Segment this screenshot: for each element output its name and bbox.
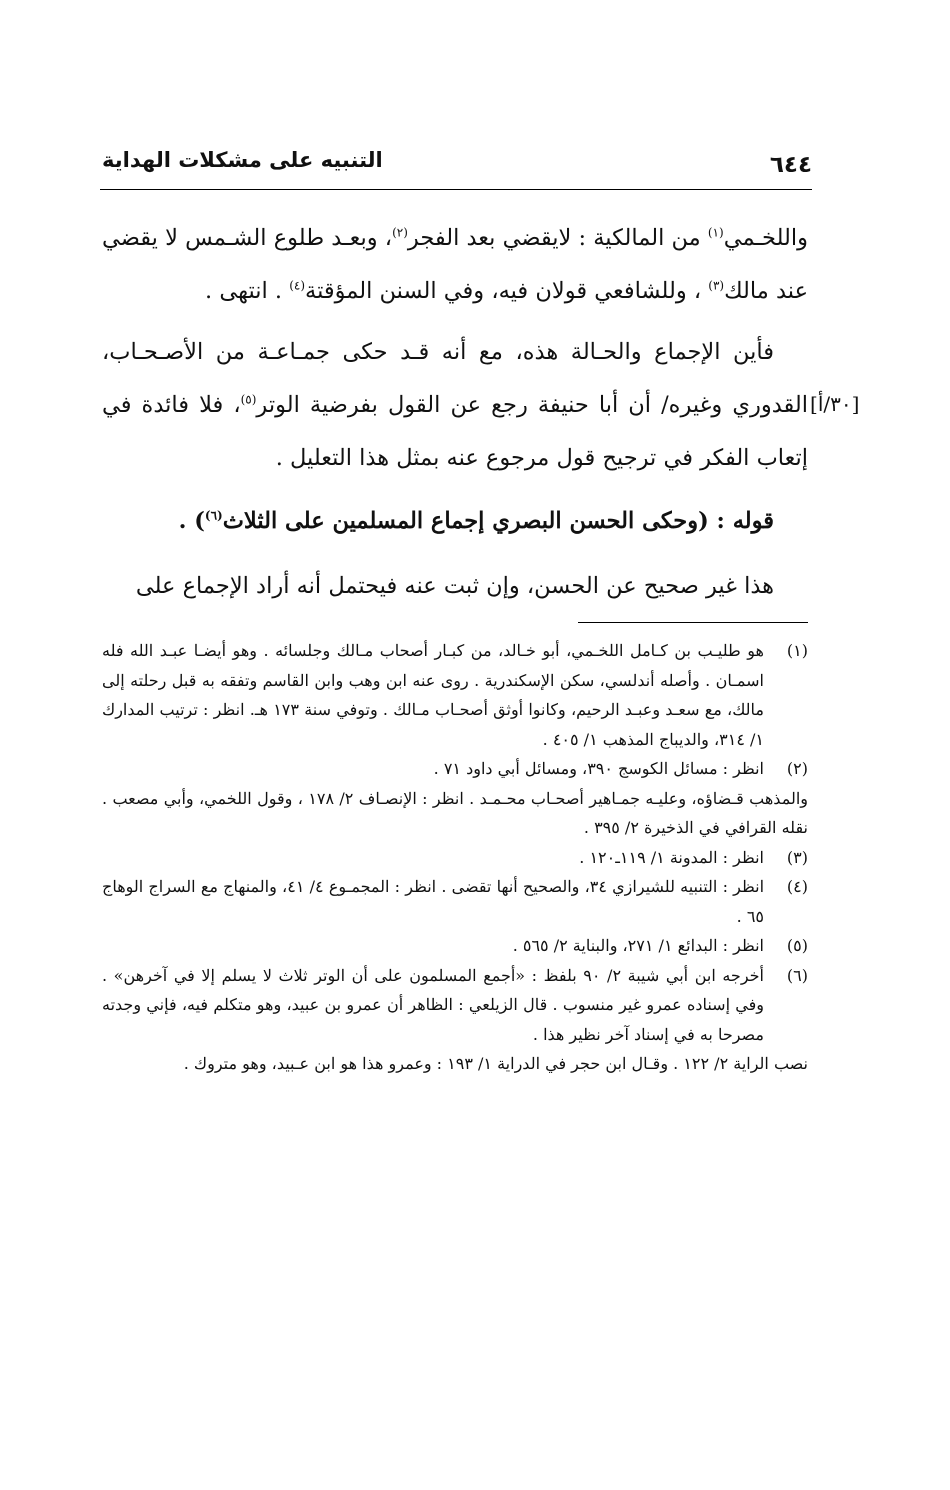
footnote-text: انظر : مسائل الكوسج ٣٩٠، ومسائل أبي داود ٧١ . (433, 759, 764, 778)
paragraph-2 (102, 326, 808, 485)
text-run: واللخـمي (723, 225, 808, 251)
footnote-number: (١) (786, 641, 808, 660)
footnote-ref-3: (٣) (708, 278, 725, 293)
quoted-heading (102, 495, 808, 548)
running-header-title: التنبيه على مشكلات الهداية (102, 148, 383, 172)
footnote-text: انظر : البدائع ١/ ٢٧١، والبناية ٢/ ٥٦٥ . (512, 936, 764, 955)
footnote-6 (102, 961, 808, 1050)
footnote-2-continuation: والمذهب قـضاؤه، وعليـه جمـاهير أصحـاب محـمـد . انظر : الإنصـاف ٢/ ١٧٨ ، وقول اللخمي، وأبي مصعب . نقله القرافي في الذخيرة ٢/ ٣٩٥ . (102, 788, 808, 837)
text-run: من المالكية : لايقضي بعد الفجر (407, 225, 708, 251)
text-run: ، وبعـد طلوع الشـمس لا يقضي عند مالك (102, 225, 808, 304)
header-rule (100, 189, 812, 190)
footnote-1 (102, 636, 808, 754)
footnote-ref-4: (٤) (289, 278, 306, 293)
footnote-ref-1: (١) (707, 225, 724, 240)
main-text (102, 212, 808, 613)
footnote-4 (102, 872, 808, 931)
footnote-separator (578, 622, 808, 623)
footnote-text: انظر : التنبيه للشيرازي ٣٤، والصحيح أنها تقضى . انظر : المجمـوع ٤/ ٤١، والمنهاج مع السراج الوهاج ٦٥ . (102, 877, 765, 926)
text-run: ، وللشافعي قولان فيه، وفي السنن المؤقتة (305, 278, 709, 304)
footnote-ref-2: (٢) (392, 225, 408, 240)
footnote-text: انظر : المدونة ١/ ١١٩ـ١٢٠ . (579, 847, 764, 867)
footnote-ref-6: (٦) (204, 508, 223, 523)
footnote-number: (٢) (786, 759, 808, 778)
footnote-2 (102, 754, 808, 784)
footnotes (102, 636, 808, 1079)
text-run: ) . (178, 508, 205, 534)
footnote-ref-5: (٥) (240, 392, 257, 407)
footnote-number: (٦) (786, 965, 808, 985)
footnote-text: أخرجه ابن أبي شيبة ٢/ ٩٠ بلفظ : «أجمع المسلمون على أن الوتر ثلاث لا يسلم إلا في آخرهن» . وفي إسناده عمرو غير منسوب . قال الزيلعي : الظاهر أن عمرو بن عبيد، وهو متكلم فيه، فإني وجدته مصرحا به في إسناد آخر نظير هذا . (102, 965, 764, 1044)
text-run: ، فلا فائدة في إتعاب الفكر في ترجيح قول مرجوع عنه بمثل هذا التعليل . (102, 392, 808, 471)
footnote-text: هو طليـب بن كـامل اللخـمي، أبو خـالد، من كبـار أصحاب مـالك وجلسائه . وهو أيضـا عبـد الله فله اسمـان . وأصله أندلسي، سكن الإسكندرية . روى عنه ابن وهب وابن القاسم وتفقه به قبل رحلته إلى مالك، مع سعـد وعبـد الرحيم، وكانوا أوثق أصحـاب مـالك . وتوفي سنة ١٧٣ هـ. انظر : ترتيب المدارك ١/ ٣١٤، والديباج المذهب ١/ ٤٠٥ . (102, 641, 765, 749)
footnote-number: (٤) (786, 877, 808, 896)
text-run: قوله : (وحكى الحسن البصري إجماع المسلمين على الثلاث (222, 508, 774, 534)
paragraph-1 (102, 212, 808, 318)
text-run: فأين الإجماع والحـالة هذه، مع أنه قـد حكى جمـاعـة من الأصـحـاب، القدوري وغيره/ أن أبا حنيفة رجع عن القول بفرضية الوتر (102, 339, 808, 418)
footnote-3 (102, 843, 808, 873)
paragraph-4: هذا غير صحيح عن الحسن، وإن ثبت عنه فيحتمل أنه أراد الإجماع على (135, 573, 774, 599)
footnote-number: (٥) (786, 936, 808, 955)
footnote-number: (٣) (786, 847, 808, 867)
page-number: ٦٤٤ (769, 152, 812, 178)
text-run: . انتهى . (205, 278, 290, 304)
footnote-5 (102, 931, 808, 961)
manuscript-folio-marker: [٣٠/أ] (810, 392, 860, 416)
footnote-6-continuation: نصب الراية ٢/ ١٢٢ . وقـال ابن حجر في الدراية ١/ ١٩٣ : وعمرو هذا هو ابن عـبيد، وهو متروك . (183, 1054, 808, 1073)
